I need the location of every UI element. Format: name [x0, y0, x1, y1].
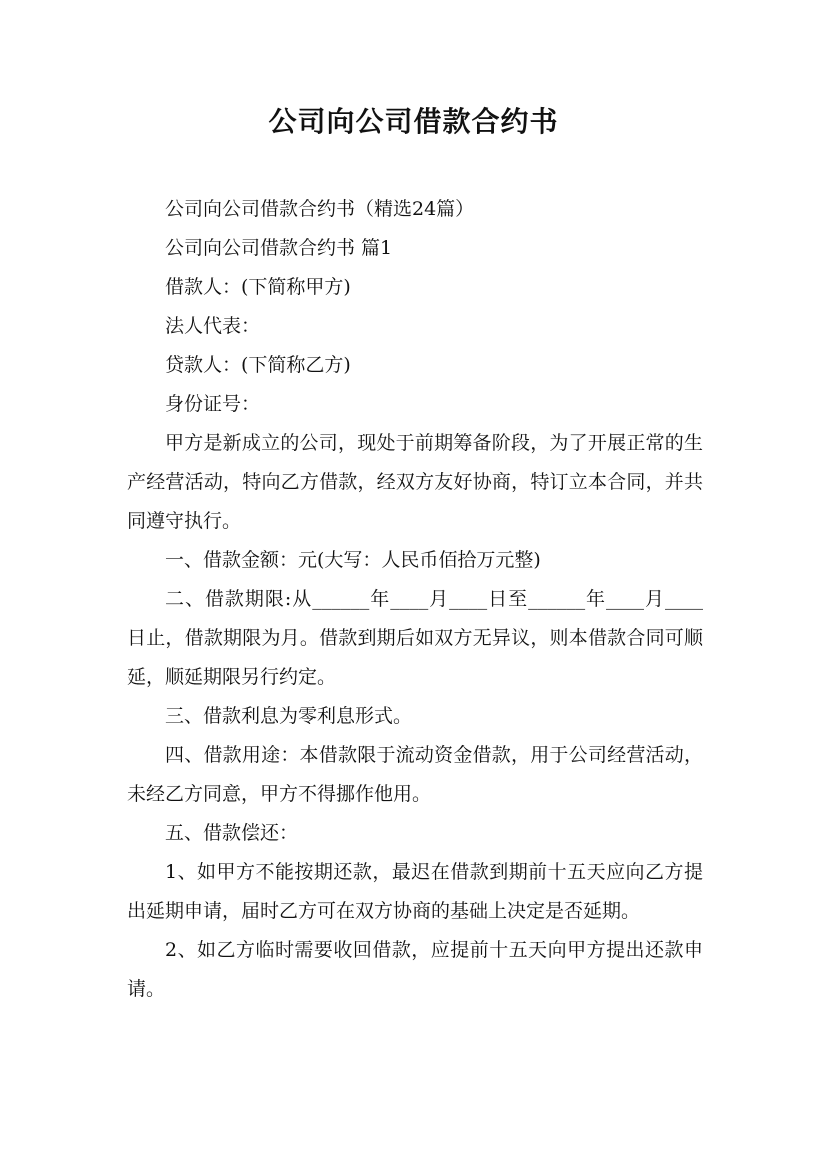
borrower-field: 借款人：(下简称甲方) [165, 276, 351, 298]
document-body [127, 190, 703, 1009]
clause-interest: 三、借款利息为零利息形式。 [165, 705, 413, 727]
clause-repayment-heading: 五、借款偿还： [165, 822, 299, 844]
section-heading: 公司向公司借款合约书 篇1 [165, 237, 393, 259]
preamble-paragraph: 甲方是新成立的公司，现处于前期筹备阶段，为了开展正常的生产经营活动，特向乙方借款，经双方友好协商，特订立本合同，并共同遵守执行。 [127, 432, 703, 532]
subtitle-paragraph: 公司向公司借款合约书（精选24篇） [165, 198, 475, 220]
clause-loan-term: 二、借款期限:从______年____月____日至______年____月____日止，借款期限为月。借款到期后如双方无异议，则本借款合同可顺延，顺延期限另行约定。 [127, 588, 703, 688]
clause-purpose: 四、借款用途：本借款限于流动资金借款，用于公司经营活动，未经乙方同意，甲方不得挪作他用。 [127, 744, 703, 805]
legal-representative-field: 法人代表： [165, 315, 261, 337]
id-number-field: 身份证号： [165, 393, 261, 415]
clause-loan-amount: 一、借款金额：元(大写：人民币佰拾万元整) [165, 549, 541, 571]
document-title: 公司向公司借款合约书 [268, 105, 559, 138]
lender-field: 贷款人：(下简称乙方) [165, 354, 351, 376]
repayment-item-2: 2、如乙方临时需要收回借款，应提前十五天向甲方提出还款申请。 [127, 939, 703, 1000]
repayment-item-1: 1、如甲方不能按期还款，最迟在借款到期前十五天应向乙方提出延期申请，届时乙方可在双方协商的基础上决定是否延期。 [127, 861, 703, 922]
